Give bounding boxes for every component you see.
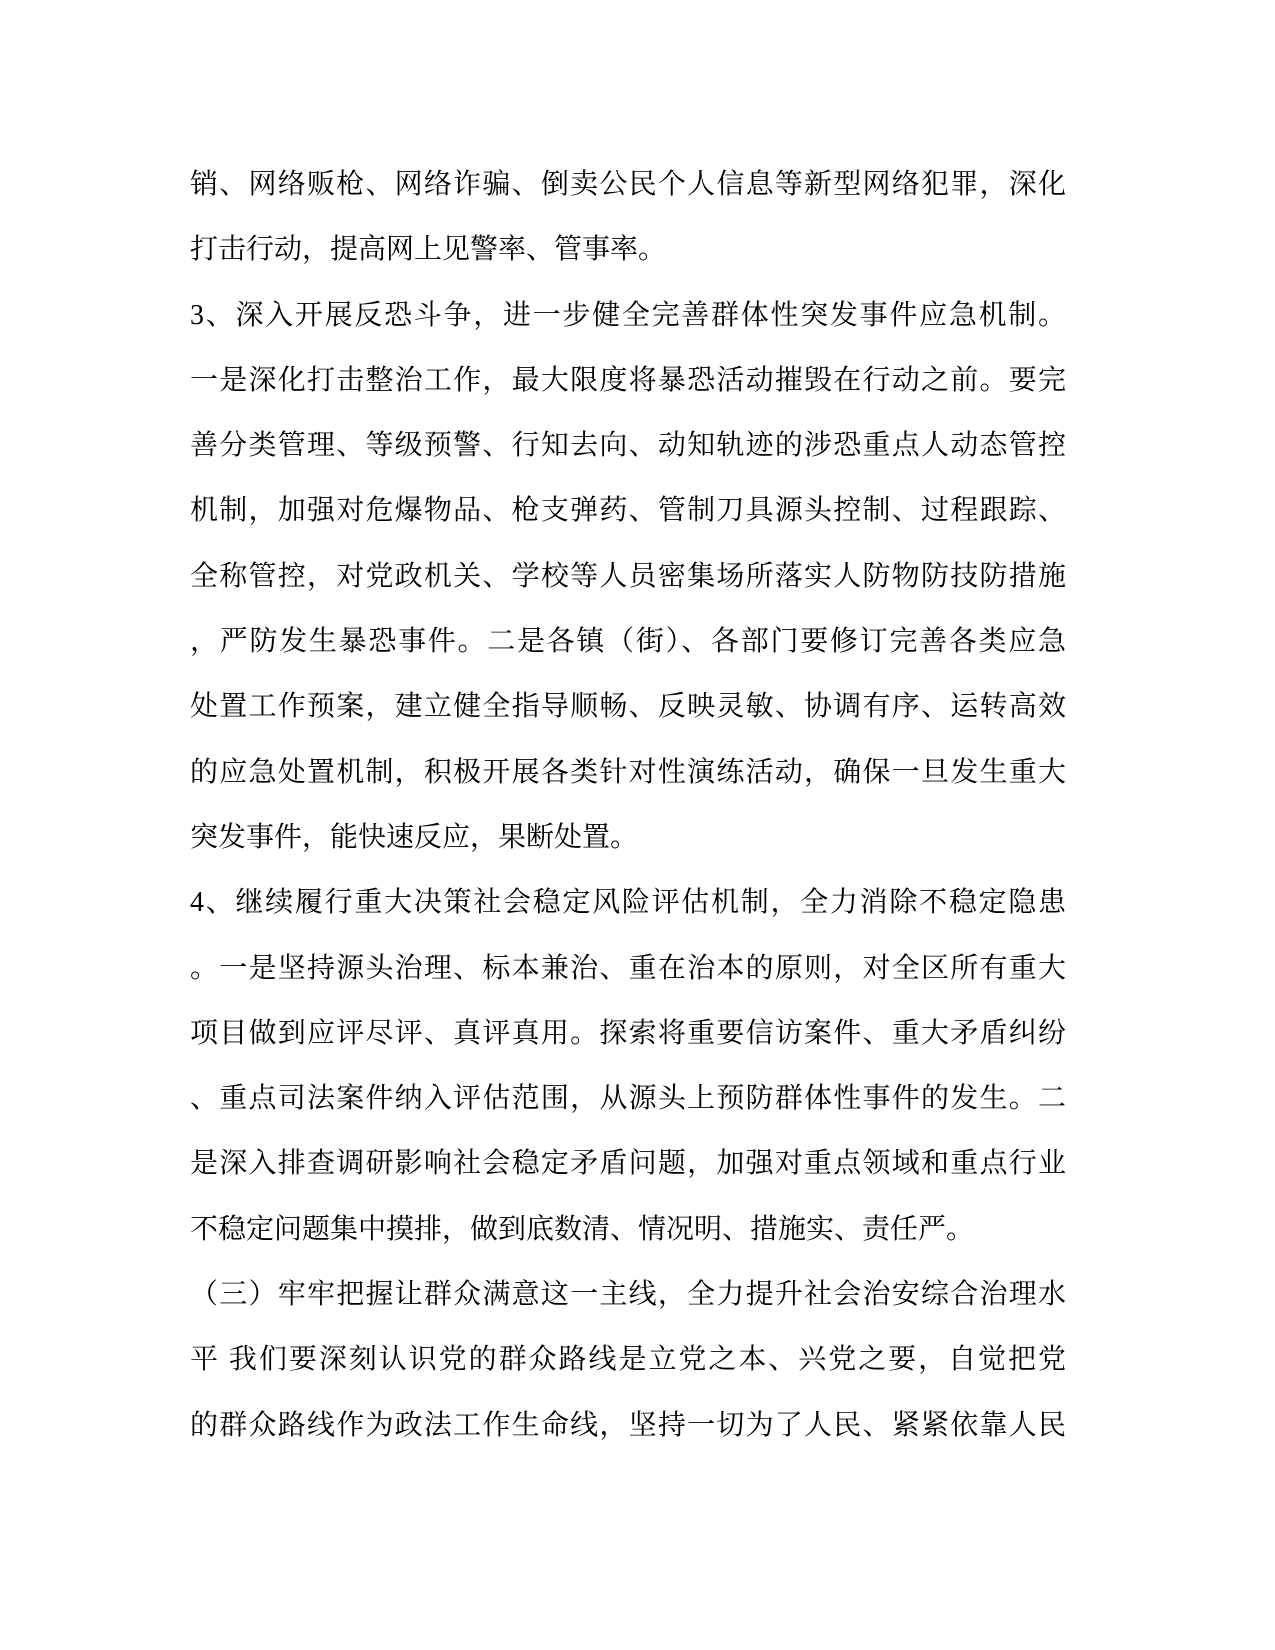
text-line: 突发事件，能快速反应，果断处置。 [190,821,639,853]
text-line: （三）牢牢把握让群众满意这一主线，全力提升社会治安综合治理水 [190,1279,1066,1311]
text-line: 的群众路线作为政法工作生命线，坚持一切为了人民、紧紧依靠人民 [190,1409,1066,1441]
text-line: 打击行动，提高网上见警率、管事率。 [190,234,667,266]
text-line: 全称管控，对党政机关、学校等人员密集场所落实人防物防技防措施 [190,560,1066,592]
text-line: ，严防发生暴恐事件。二是各镇（街）、各部门要修订完善各类应急 [190,626,1066,658]
text-line: 4、继续履行重大决策社会稳定风险评估机制，全力消除不稳定隐患 [190,887,1066,919]
text-line: 、重点司法案件纳入评估范围，从源头上预防群体性事件的发生。二 [190,1083,1066,1115]
text-line: 机制，加强对危爆物品、枪支弹药、管制刀具源头控制、过程跟踪、 [190,495,1066,527]
text-line: 不稳定问题集中摸排，做到底数清、情况明、措施实、责任严。 [190,1213,975,1245]
text-line: 善分类管理、等级预警、行知去向、动知轨迹的涉恐重点人动态管控 [190,430,1066,462]
text-line: 一是深化打击整治工作，最大限度将暴恐活动摧毁在行动之前。要完 [190,364,1066,396]
text-line: 。一是坚持源头治理、标本兼治、重在治本的原则，对全区所有重大 [190,952,1066,984]
text-line: 平 我们要深刻认识党的群众路线是立党之本、兴党之要，自觉把党 [190,1344,1066,1376]
text-line: 处置工作预案，建立健全指导顺畅、反映灵敏、协调有序、运转高效 [190,691,1066,723]
text-block [190,152,1066,1458]
text-line: 销、网络贩枪、网络诈骗、倒卖公民个人信息等新型网络犯罪，深化 [190,169,1066,200]
text-line: 项目做到应评尽评、真评真用。探索将重要信访案件、重大矛盾纠纷 [190,1017,1066,1049]
text-line: 3、深入开展反恐斗争，进一步健全完善群体性突发事件应急机制。 [190,299,1066,331]
text-line: 的应急处置机制，积极开展各类针对性演练活动，确保一旦发生重大 [190,756,1066,788]
text-line: 是深入排查调研影响社会稳定矛盾问题，加强对重点领域和重点行业 [190,1148,1066,1180]
